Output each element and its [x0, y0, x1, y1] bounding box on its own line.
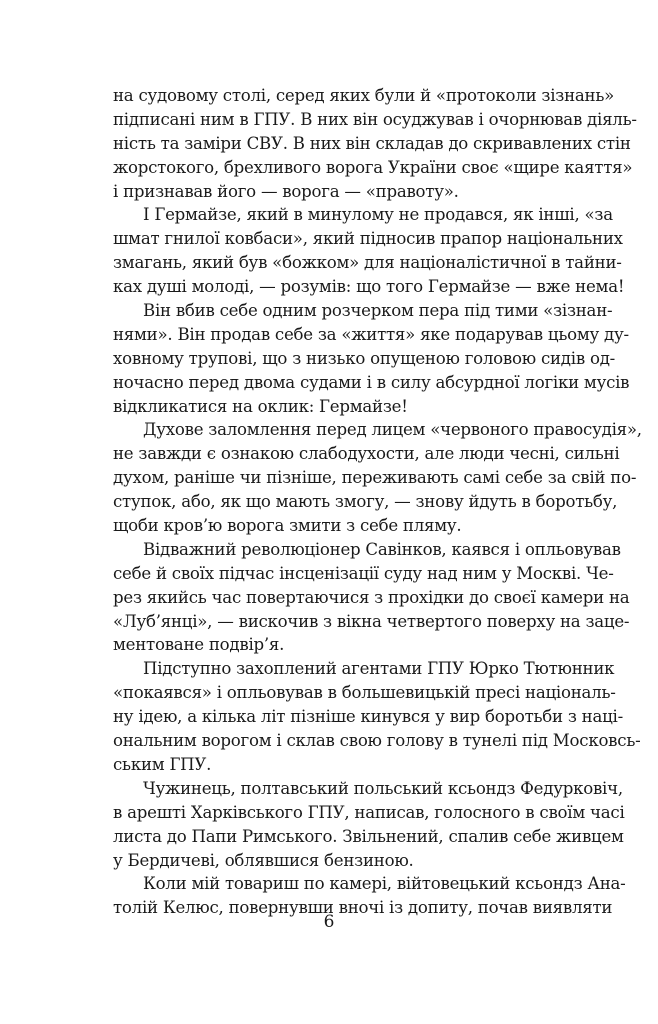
paragraph	[113, 538, 630, 657]
paragraph	[113, 418, 642, 537]
text-line: ментоване подвір’я.	[113, 635, 285, 655]
paragraph	[113, 84, 637, 203]
text-line: Духове заломлення перед лицем «червоного правосудія»,	[143, 420, 642, 440]
text-line: не завжди є ознакою слабодухости, але люди чесні, сильні	[113, 444, 620, 464]
paragraph	[113, 777, 625, 873]
text-line: ональним ворогом і склав свою голову в тунелі під Московсь-	[113, 731, 641, 751]
text-line: Підступно захоплений агентами ГПУ Юрко Тютюнник	[143, 659, 615, 679]
text-line: духом, раніше чи пізніше, переживають самі себе за свій по-	[113, 468, 637, 488]
page-number: 6	[323, 912, 335, 932]
text-line: ність та заміри СВУ. В них він складав до скривавлених стін	[113, 133, 631, 153]
text-line: І Гермайзе, який в минулому не продався, як інші, «за	[143, 205, 613, 225]
text-line: рез якийсь час повертаючися з прохідки до своєї камери на	[113, 587, 630, 607]
paragraph	[113, 299, 630, 418]
text-line: і признавав його — ворога — «правоту».	[113, 181, 459, 201]
text-line: ках душі молоді, — розумів: що того Гермайзе — вже нема!	[113, 277, 625, 297]
text-line: «покаявся» і опльовував в большевицькій пресі національ-	[113, 683, 616, 703]
text-line: Чужинець, полтавський польський ксьондз Федурковіч,	[143, 778, 623, 798]
text-line: у Бердичеві, облявшися бензиною.	[113, 850, 414, 870]
text-line: нями». Він продав себе за «життя» яке подарував цьому ду-	[113, 324, 629, 344]
text-line: ночасно перед двома судами і в силу абсурдної логіки мусів	[113, 372, 630, 392]
text-line: ну ідею, а кілька літ пізніше кинувся у вир боротьби з наці-	[113, 707, 623, 727]
text-line: відкликатися на оклик: Гермайзе!	[113, 396, 408, 416]
text-line: Він вбив себе одним розчерком пера під тими «зізнан-	[143, 301, 613, 321]
text-line: ступок, або, як що мають змогу, — знову йдуть в боротьбу,	[113, 492, 618, 512]
paragraph	[113, 203, 625, 299]
text-line: підписані ним в ГПУ. В них він осуджував і очорнював діяль-	[113, 109, 637, 129]
text-line: «Луб’янці», — вискочив з вікна четвертого поверху на заце-	[113, 611, 630, 631]
text-line: шмат гнилої ковбаси», який підносив прапор національних	[113, 229, 623, 249]
text-line: на судовому столі, серед яких були й «протоколи зізнань»	[113, 86, 615, 105]
text-line: себе й своїх підчас інсценізації суду над ним у Москві. Че-	[113, 563, 614, 583]
text-line: щоби кров’ю ворога змити з себе пляму.	[113, 516, 462, 536]
text-line: толій Келюс, повернувши вночі із допиту, почав виявляти	[113, 898, 613, 918]
body-text	[113, 84, 642, 920]
text-line: жорстокого, брехливого ворога України своє «щире каяття»	[113, 157, 633, 177]
text-line: ховному трупові, що з низько опущеною головою сидів од-	[113, 348, 616, 368]
text-line: Коли мій товариш по камері, війтовецький ксьондз Ана-	[143, 874, 626, 894]
text-line: Відважний революціонер Савінков, каявся і опльовував	[143, 539, 621, 559]
text-line: змагань, який був «божком» для націоналістичної в тайни-	[113, 253, 622, 273]
text-line: листа до Папи Римського. Звільнений, спалив себе живцем	[113, 826, 624, 846]
paragraph	[113, 657, 641, 776]
text-line: ським ГПУ.	[113, 754, 212, 774]
text-line: в арешті Харківського ГПУ, написав, голосного в своїм часі	[113, 802, 625, 822]
